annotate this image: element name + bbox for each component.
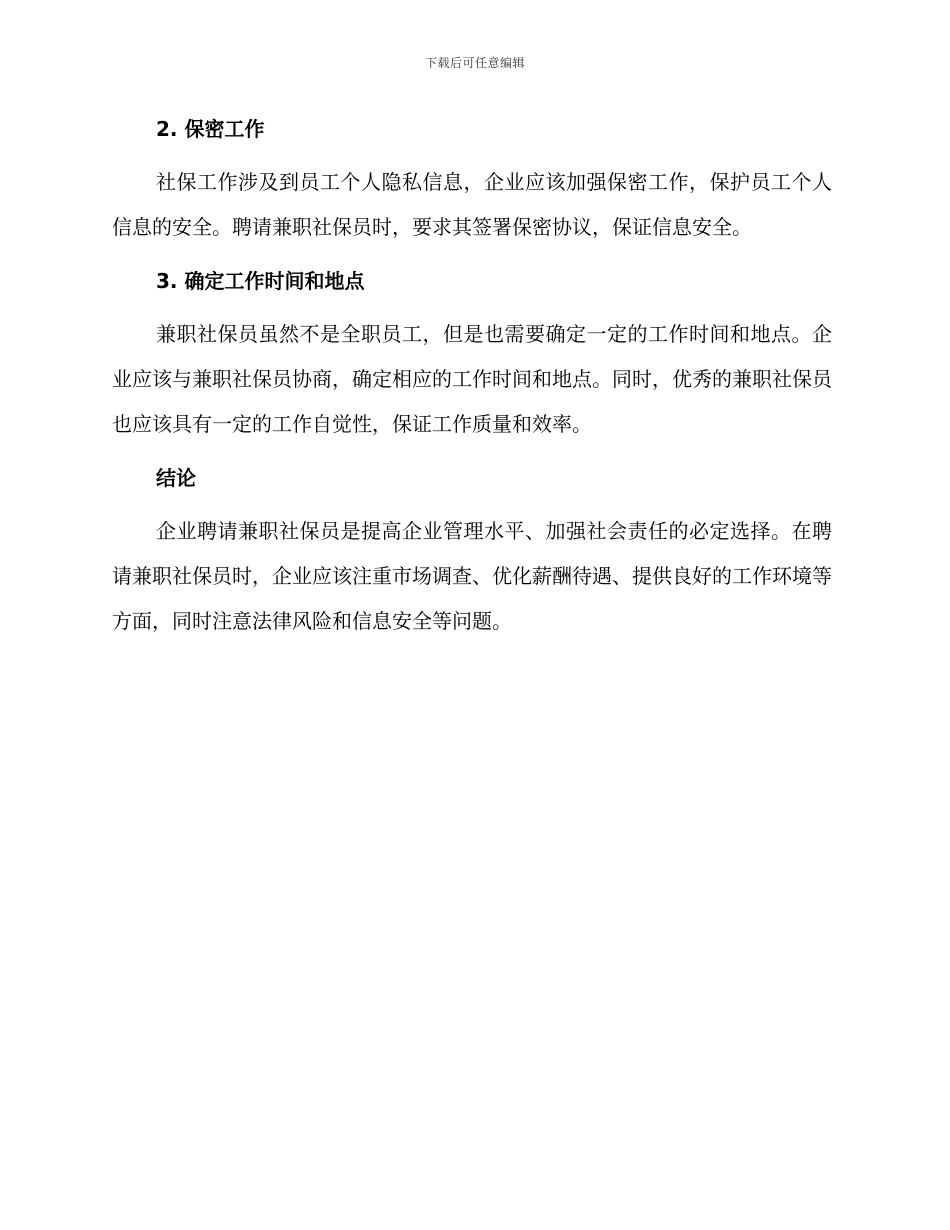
document-body <box>112 110 832 644</box>
section-paragraph-confidentiality: 社保工作涉及到员工个人隐私信息，企业应该加强保密工作，保护员工个人信息的安全。聘请兼职社保员时，要求其签署保密协议，保证信息安全。 <box>112 170 832 239</box>
section-heading-confidentiality: 2. 保密工作 <box>156 117 265 141</box>
section-heading-conclusion: 结论 <box>156 466 196 490</box>
header-note: 下载后可任意编辑 <box>424 56 525 70</box>
section-paragraph-conclusion: 企业聘请兼职社保员是提高企业管理水平、加强社会责任的必定选择。在聘请兼职社保员时，企业应该注重市场调查、优化薪酬待遇、提供良好的工作环境等方面，同时注意法律风险和信息安全等问题。 <box>112 519 832 633</box>
section-heading-time-and-place: 3. 确定工作时间和地点 <box>156 269 365 293</box>
section-paragraph-time-and-place: 兼职社保员虽然不是全职员工，但是也需要确定一定的工作时间和地点。企业应该与兼职社保员协商，确定相应的工作时间和地点。同时，优秀的兼职社保员也应该具有一定的工作自觉性，保证工作质量和效率。 <box>112 322 832 436</box>
